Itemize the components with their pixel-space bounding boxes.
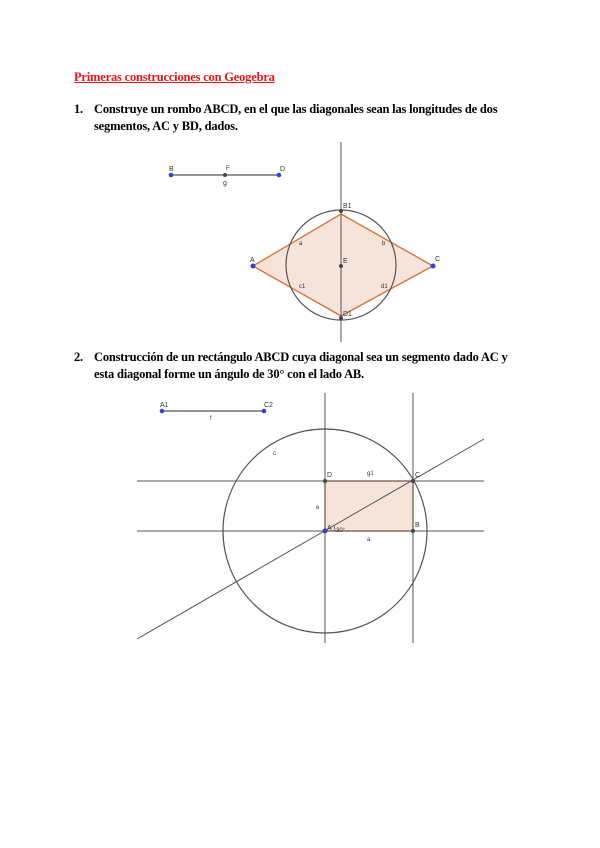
- exercise-2-number: 2.: [74, 350, 83, 364]
- label-c: C: [415, 472, 421, 479]
- document-title: Primeras construcciones con Geogebra: [74, 70, 275, 84]
- label-f: F: [226, 166, 230, 172]
- line-diagonal: [137, 439, 484, 639]
- exercise-2-line-1: Construcción de un rectángulo ABCD cuya diagonal sea un segmento dado AC y: [94, 350, 508, 364]
- label-angle: 30°: [336, 528, 346, 534]
- label-a1: A1: [160, 402, 169, 409]
- label-a: A: [250, 257, 255, 264]
- label-side-c1: c1: [299, 284, 306, 290]
- label-b-given: B: [169, 166, 174, 173]
- point-a1: [160, 409, 165, 414]
- label-e: e: [316, 505, 320, 511]
- point-c: [411, 479, 415, 483]
- label-side-b: b: [382, 241, 386, 247]
- label-d: D: [327, 472, 333, 479]
- label-side-a: a: [367, 537, 371, 543]
- label-e: E: [343, 258, 348, 265]
- point-b: [411, 529, 415, 533]
- exercise-1-line-2: segmentos, AC y BD, dados.: [94, 119, 238, 133]
- label-g1: g1: [367, 471, 374, 477]
- label-b1: B1: [343, 203, 352, 210]
- label-side-a: a: [299, 241, 303, 247]
- exercise-1-line-1: Construye un rombo ABCD, en el que las diagonales sean las longitudes de dos: [94, 102, 498, 116]
- label-b: B: [415, 522, 420, 529]
- label-side-d1: d1: [381, 284, 388, 290]
- point-d: [323, 479, 327, 483]
- label-d-given: D: [280, 166, 286, 173]
- label-g: g: [223, 180, 227, 187]
- label-a: A: [327, 525, 332, 532]
- label-d1: D1: [343, 311, 352, 318]
- label-c-circle: c: [273, 451, 276, 457]
- exercise-2-line-2: esta diagonal forme un ángulo de 30° con el lado AB.: [94, 367, 364, 381]
- point-c2: [262, 409, 267, 414]
- label-f: f: [210, 416, 212, 422]
- label-c2: C2: [264, 402, 273, 409]
- label-c: C: [435, 256, 441, 263]
- exercise-1-number: 1.: [74, 102, 83, 116]
